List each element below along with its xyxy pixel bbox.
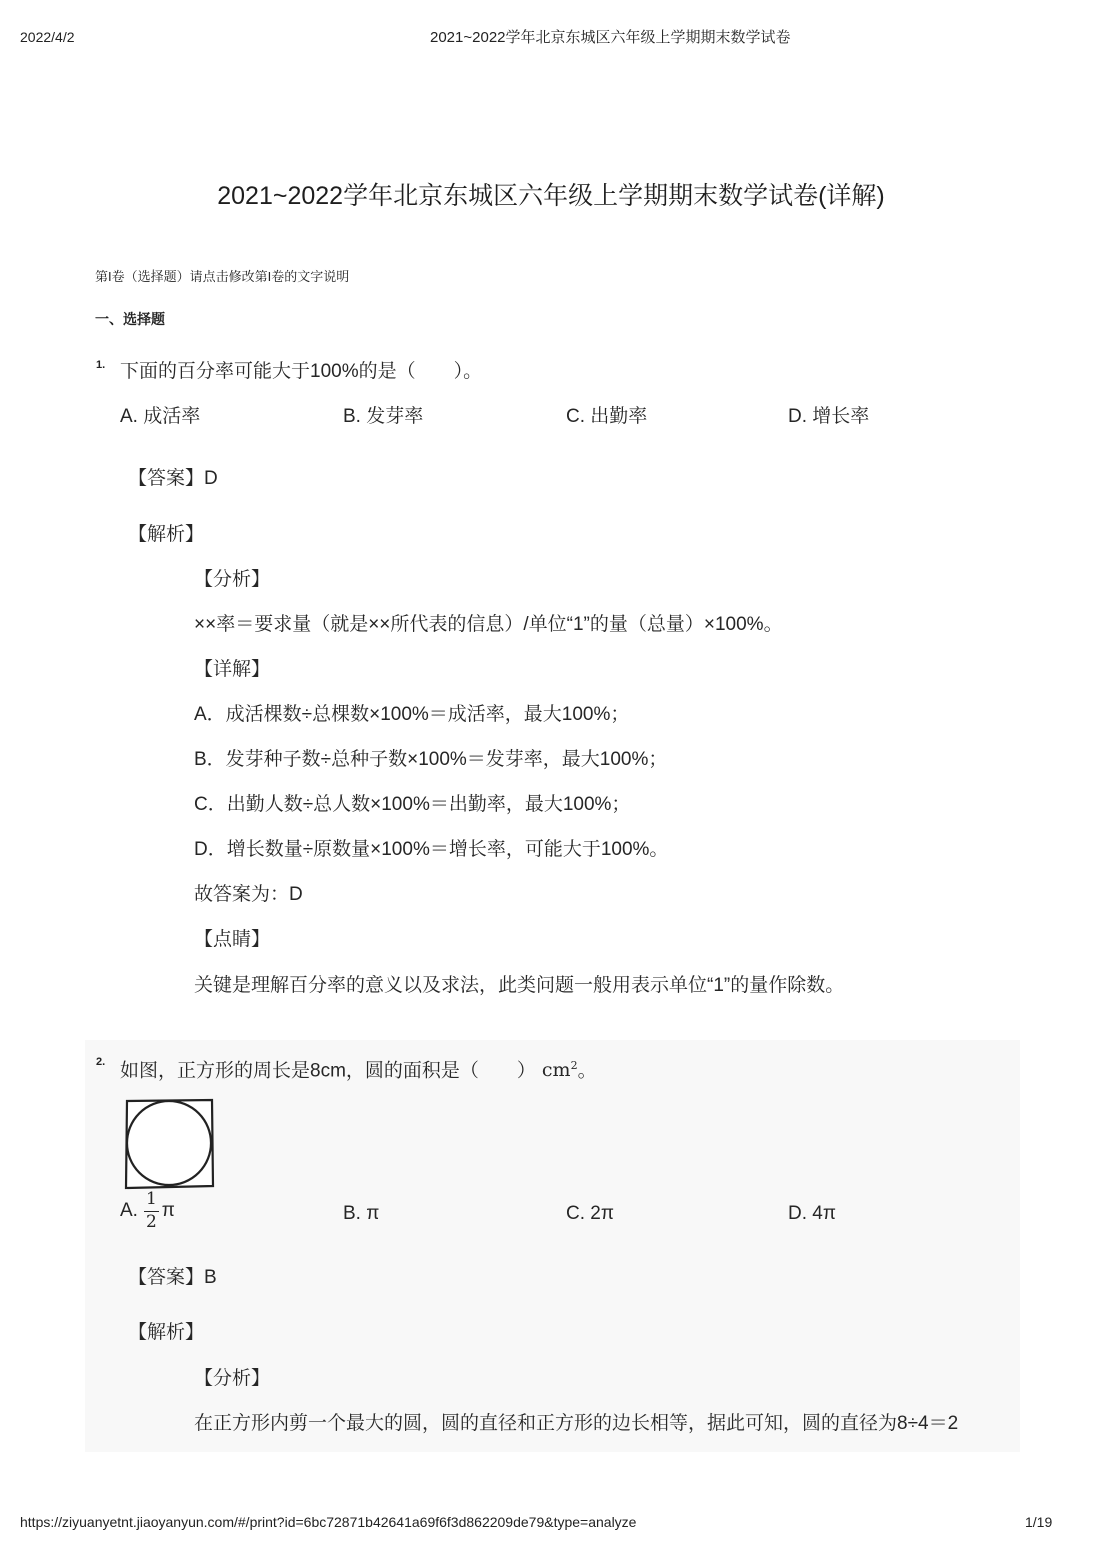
fraction-numerator: 1 [144, 1190, 159, 1212]
q2-option-a-fraction [144, 1190, 159, 1232]
fraction-denominator: 2 [145, 1211, 157, 1232]
print-header-title: 2021~2022学年北京东城区六年级上学期期末数学试卷 [430, 29, 791, 46]
q1-xiangjie-line: D．增长数量÷原数量×100%＝增长率，可能大于100%。 [194, 839, 669, 860]
q2-answer-value: B [204, 1267, 217, 1288]
q1-analysis-label: 【解析】 [128, 524, 205, 545]
q2-fenxi-text: 在正方形内剪一个最大的圆，圆的直径和正方形的边长相等，据此可知，圆的直径为8÷4＝2 [194, 1413, 959, 1434]
q2-answer [128, 1267, 217, 1290]
q2-option-c: C. 2π [566, 1203, 614, 1224]
q1-dianjing-label: 【点睛】 [194, 929, 271, 950]
volume-note: 第I卷（选择题）请点击修改第I卷的文字说明 [95, 269, 350, 284]
q1-answer-label: 【答案】 [128, 468, 205, 489]
q2-fenxi-label: 【分析】 [194, 1368, 271, 1389]
q2-answer-label: 【答案】 [128, 1267, 205, 1288]
q1-option-b: B. 发芽率 [343, 406, 424, 427]
q2-stem-unit-exponent: 2 [570, 1059, 578, 1072]
q1-option-c: C. 出勤率 [566, 406, 648, 427]
q2-stem-text: 如图，正方形的周长是8cm，圆的面积是（ ） [120, 1060, 536, 1082]
square-with-inscribed-circle-figure [120, 1095, 220, 1195]
q2-option-d: D. 4π [788, 1203, 836, 1224]
q1-xiangjie-line: A．成活棵数÷总棵数×100%＝成活率，最大100%； [194, 704, 630, 725]
q2-stem [120, 1059, 597, 1083]
q1-fenxi-label: 【分析】 [194, 569, 271, 590]
q2-option-a [120, 1190, 175, 1232]
section-heading: 一、选择题 [95, 311, 165, 327]
q1-option-d: D. 增长率 [788, 406, 870, 427]
q1-answer-value: D [204, 468, 218, 489]
q1-xiangjie-line: C．出勤人数÷总人数×100%＝出勤率，最大100%； [194, 794, 631, 815]
q1-answer [128, 468, 218, 491]
print-date: 2022/4/2 [20, 29, 75, 45]
document-title: 2021~2022学年北京东城区六年级上学期期末数学试卷(详解) [217, 182, 885, 210]
q2-number: 2. [96, 1056, 106, 1068]
q2-option-b: B. π [343, 1203, 380, 1224]
q1-fenxi-text: ××率＝要求量（就是××所代表的信息）/单位“1”的量（总量）×100%。 [194, 614, 783, 635]
q2-analysis-label: 【解析】 [128, 1322, 205, 1343]
q1-number: 1. [96, 359, 106, 371]
q2-stem-unit: cm [541, 1059, 571, 1082]
q1-xiangjie-line: B．发芽种子数÷总种子数×100%＝发芽率，最大100%； [194, 749, 668, 770]
q2-option-a-prefix: A. [120, 1199, 138, 1221]
footer-url: https://ziyuanyetnt.jiaoyanyun.com/#/print?id=6bc72871b42641a69f6f3d862209de79&type=analyze [20, 1514, 637, 1530]
footer-page-number: 1/19 [1025, 1514, 1053, 1530]
q1-conclusion: 故答案为：D [194, 884, 303, 905]
q1-stem: 下面的百分率可能大于100%的是（ ）。 [120, 361, 483, 382]
q1-xiangjie-label: 【详解】 [194, 659, 271, 680]
q2-option-a-suffix: π [161, 1199, 175, 1221]
q2-stem-end: 。 [577, 1060, 597, 1082]
q1-dianjing-text: 关键是理解百分率的意义以及求法，此类问题一般用表示单位“1”的量作除数。 [194, 975, 845, 996]
q1-option-a: A. 成活率 [120, 406, 201, 427]
